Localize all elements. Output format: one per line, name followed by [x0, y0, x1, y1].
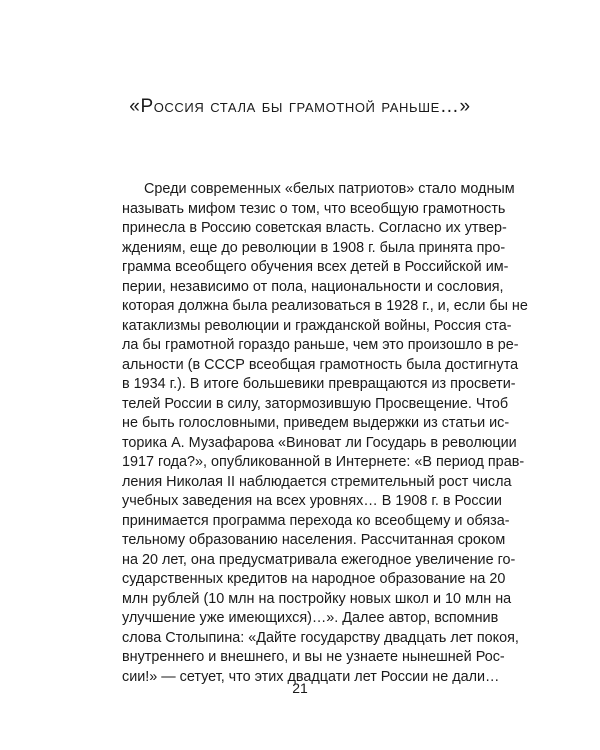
body-text	[122, 180, 528, 687]
page-number: 21	[292, 680, 308, 696]
text-line: называть мифом тезис о том, что всеобщую грамотность	[122, 200, 506, 217]
text-line: ления Николая II наблюдается стремительный рост числа	[122, 473, 512, 490]
text-line: перии, независимо от пола, национальности и сословия,	[122, 278, 504, 295]
text-line: альности (в СССР всеобщая грамотность была достигнута	[122, 356, 519, 373]
text-line: млн рублей (10 млн на постройку новых школ и 10 млн на	[122, 590, 512, 607]
text-line: сии!» — сетует, что этих двадцати лет России не дали…	[122, 668, 500, 685]
text-line: принимается программа перехода ко всеобщему и обяза-	[122, 512, 510, 529]
text-line: сударственных кредитов на народное образование на 20	[122, 571, 506, 587]
text-line: принесла в Россию советская власть. Согласно их утвер-	[122, 220, 507, 236]
text-line: слова Столыпина: «Дайте государству двадцать лет покоя,	[122, 629, 519, 646]
text-line: торика А. Музафарова «Виноват ли Государь в революции	[122, 434, 517, 451]
text-line: учебных заведения на всех уровнях… В 1908 г. в России	[122, 493, 502, 509]
text-line: внутреннего и внешнего, и вы не узнаете нынешней Рос-	[122, 649, 505, 665]
text-line: катаклизмы революции и гражданской войны, Россия ста-	[122, 317, 512, 334]
text-line: улучшение уже имеющихся)…». Далее автор, вспомнив	[122, 610, 499, 626]
text-line: в 1934 г.). В итоге большевики превращаются из просвети-	[122, 376, 516, 392]
text-line: которая должна была реализоваться в 1928 г., и, если бы не	[122, 298, 528, 314]
text-line: ждениям, еще до революции в 1908 г. была принята про-	[122, 239, 506, 256]
chapter-title: «Россия стала бы грамотной раньше…»	[129, 96, 471, 117]
text-line: ла бы грамотной гораздо раньше, чем это произошло в ре-	[122, 337, 519, 353]
text-line: Среди современных «белых патриотов» стало модным	[144, 181, 515, 197]
text-line: грамма всеобщего обучения всех детей в Российской им-	[122, 259, 509, 275]
text-line: тельному образованию населения. Рассчитанная сроком	[122, 532, 506, 548]
text-line: 1917 года?», опубликованной в Интернете: «В период прав-	[122, 454, 525, 470]
text-line: не быть голословными, приведем выдержки из статьи ис-	[122, 415, 510, 431]
text-line: телей России в силу, затормозившую Просвещение. Чтоб	[122, 395, 509, 412]
text-line: на 20 лет, она предусматривала ежегодное увеличение го-	[122, 551, 516, 568]
